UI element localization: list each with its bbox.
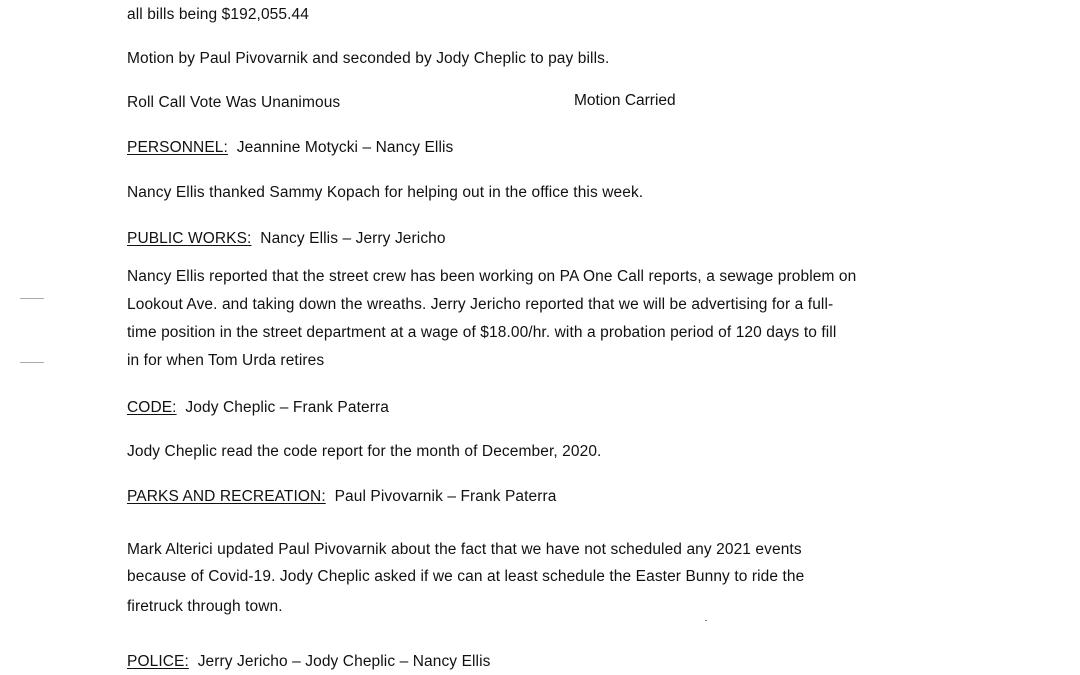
bills-total-line: all bills being $192,055.44	[127, 6, 309, 23]
personnel-heading: PERSONNEL:	[127, 139, 228, 156]
parks-body-line: Mark Alterici updated Paul Pivovarnik about the fact that we have not scheduled any 2021 events	[127, 541, 802, 558]
public-works-body-line: Nancy Ellis reported that the street crew has been working on PA One Call reports, a sewage problem on	[127, 268, 857, 285]
public-works-members: Nancy Ellis – Jerry Jericho	[260, 230, 446, 247]
police-heading: POLICE:	[127, 653, 189, 670]
public-works-body-line: Lookout Ave. and taking down the wreaths. Jerry Jericho reported that we will be advertising for a full-	[127, 296, 834, 313]
motion-carried-line: Motion Carried	[574, 92, 676, 109]
motion-bills-line: Motion by Paul Pivovarnik and seconded by Jody Cheplic to pay bills.	[127, 50, 610, 67]
personnel-section-line	[127, 137, 453, 158]
personnel-members: Jeannine Motycki – Nancy Ellis	[236, 139, 454, 156]
code-members: Jody Cheplic – Frank Paterra	[185, 399, 389, 416]
code-body: Jody Cheplic read the code report for the month of December, 2020.	[127, 443, 602, 460]
code-section-line	[127, 397, 389, 418]
code-heading: CODE:	[127, 399, 177, 416]
parks-section-line	[127, 486, 557, 507]
scan-artifact-mark	[20, 298, 44, 299]
parks-body-line: firetruck through town.	[127, 598, 283, 615]
parks-members: Paul Pivovarnik – Frank Paterra	[334, 488, 557, 505]
personnel-body: Nancy Ellis thanked Sammy Kopach for helping out in the office this week.	[127, 184, 644, 201]
scan-artifact-dot	[705, 620, 707, 621]
public-works-heading: PUBLIC WORKS:	[127, 230, 252, 247]
parks-body-line: because of Covid-19. Jody Cheplic asked if we can at least schedule the Easter Bunny to ride the	[127, 568, 805, 585]
police-section-line	[127, 651, 490, 672]
public-works-section-line	[127, 228, 446, 249]
police-members: Jerry Jericho – Jody Cheplic – Nancy Ellis	[197, 653, 491, 670]
roll-call-line: Roll Call Vote Was Unanimous	[127, 94, 341, 111]
public-works-body-line: in for when Tom Urda retires	[127, 352, 325, 369]
public-works-body-line: time position in the street department at a wage of $18.00/hr. with a probation period of 120 days to fill	[127, 324, 837, 341]
scan-artifact-mark	[20, 362, 44, 363]
parks-heading: PARKS AND RECREATION:	[127, 488, 326, 505]
